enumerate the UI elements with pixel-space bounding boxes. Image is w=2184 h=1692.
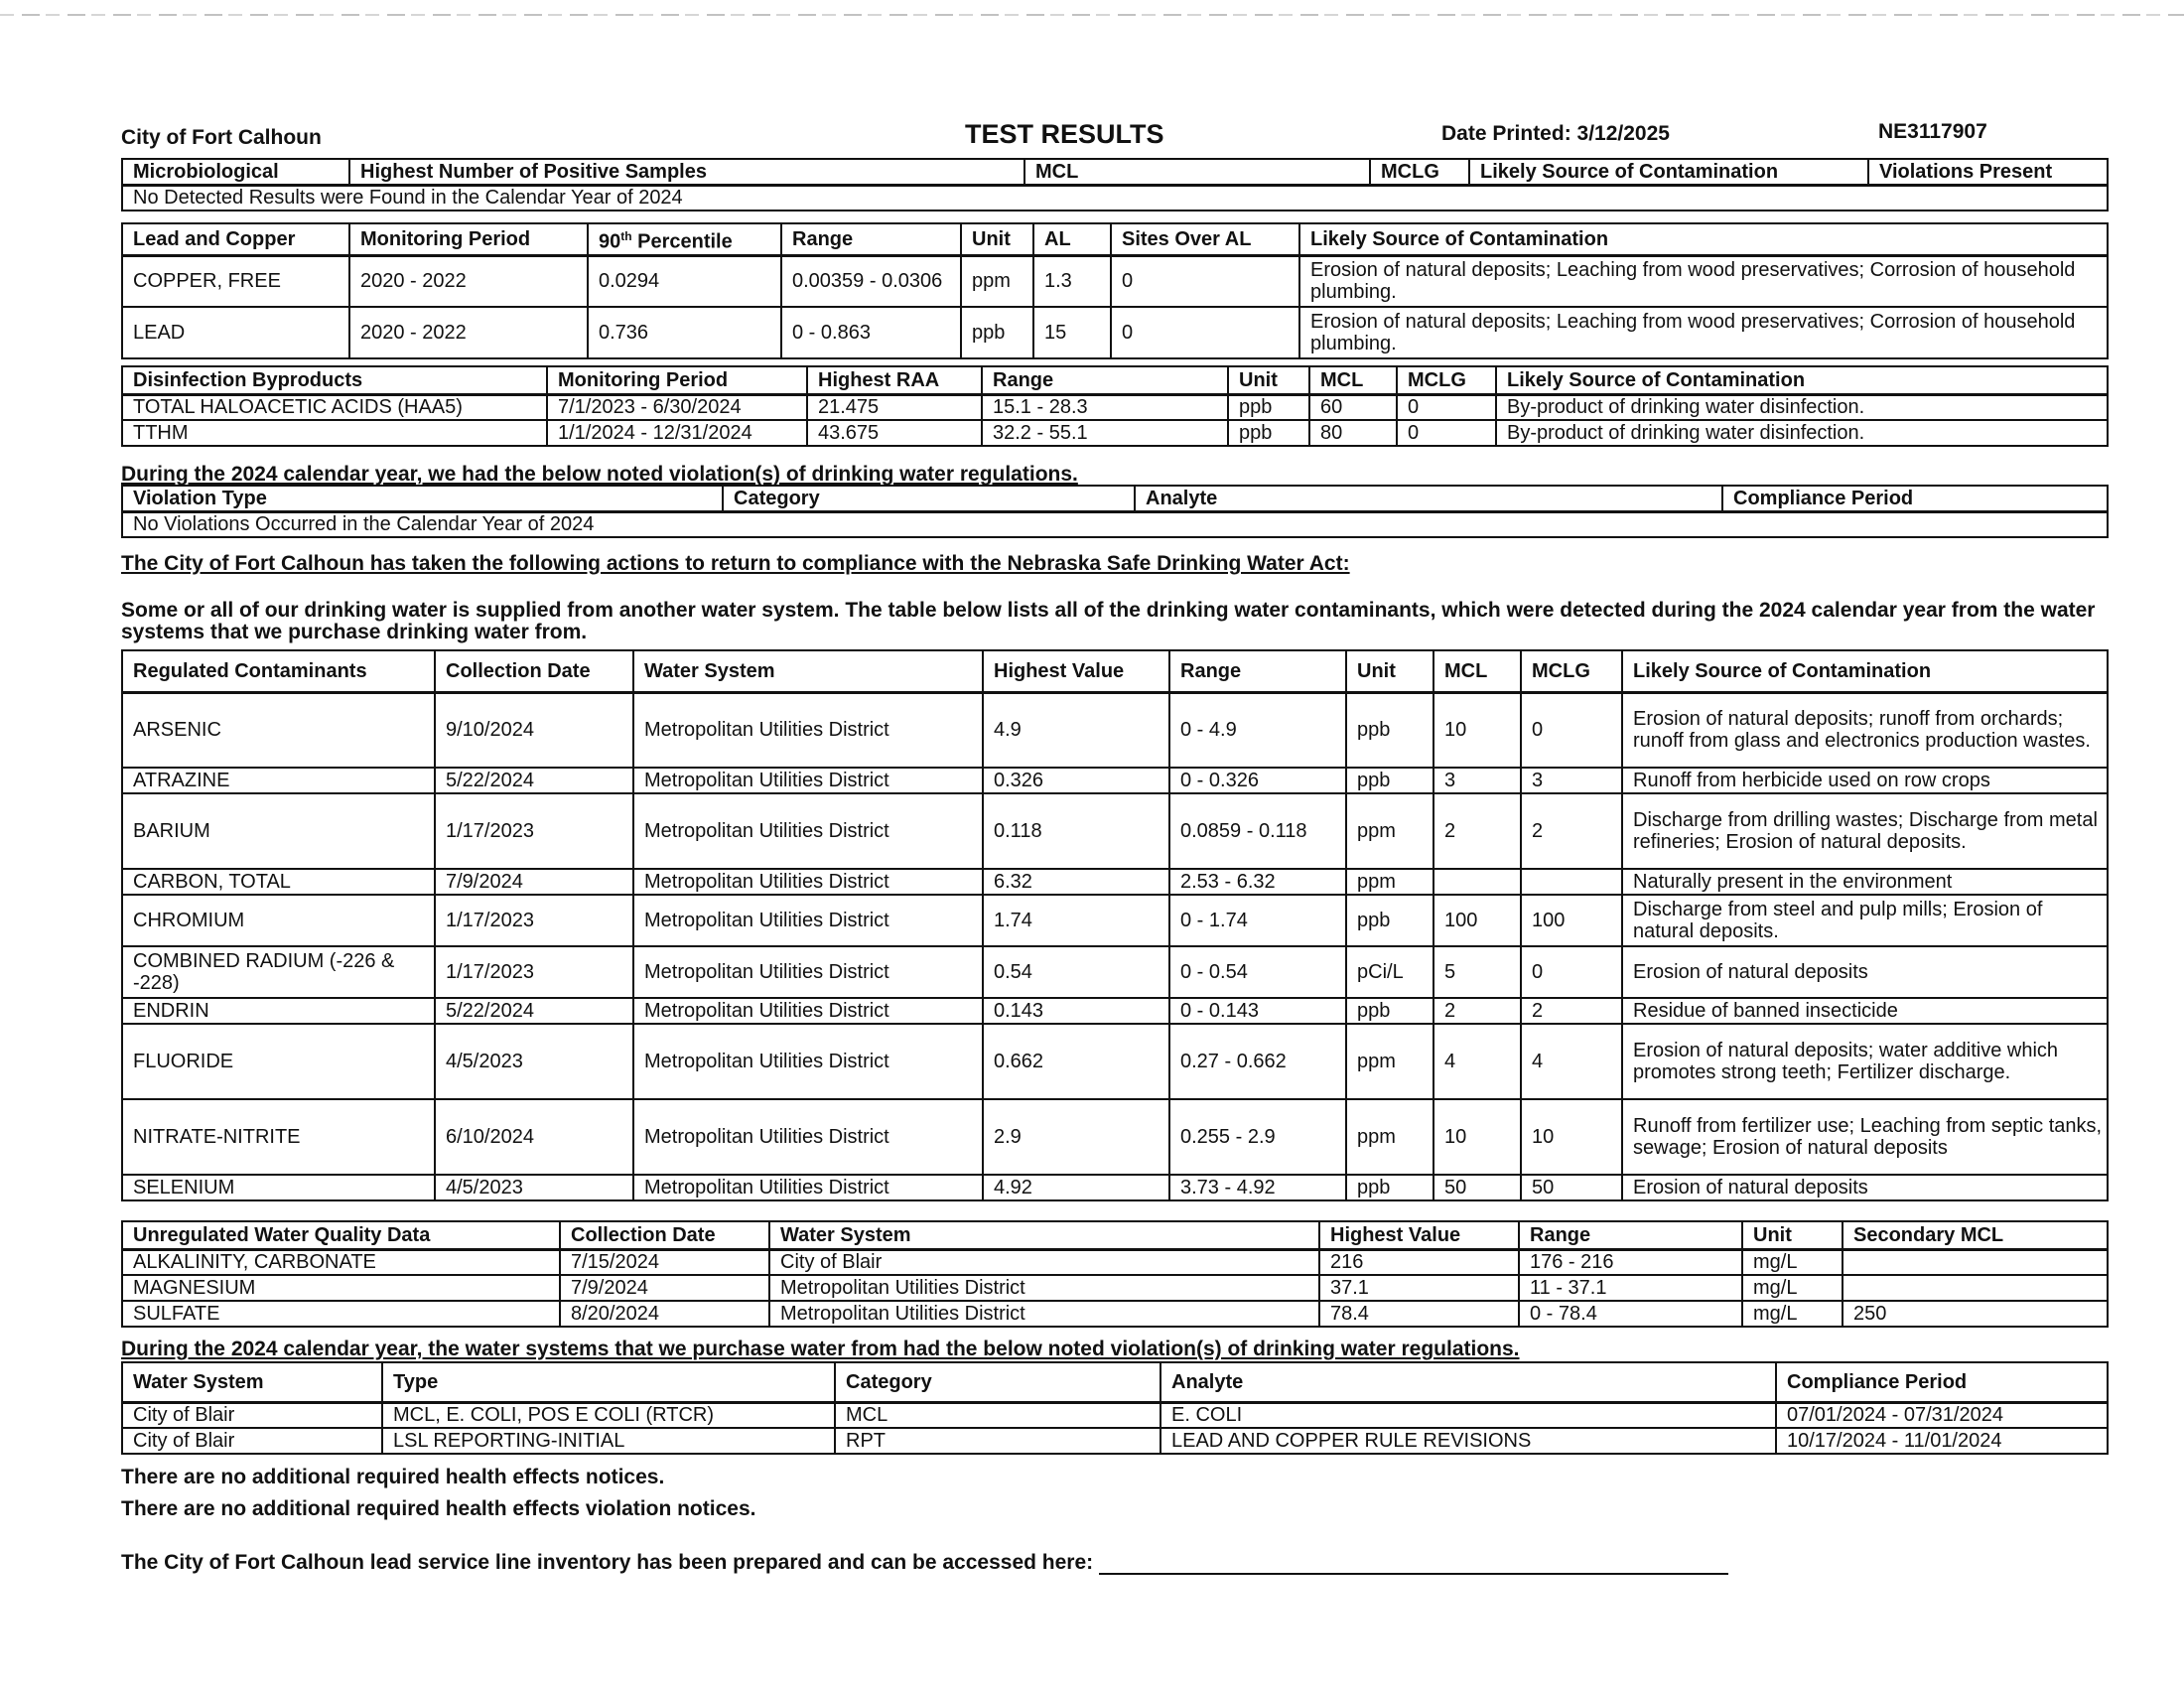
col-category: Category — [835, 1362, 1160, 1402]
col-unit: Unit — [1228, 366, 1309, 394]
action-level: 15 — [1033, 307, 1111, 358]
col-range: Range — [982, 366, 1228, 394]
col-likely-source: Likely Source of Contamination — [1622, 650, 2108, 692]
contaminant: NITRATE-NITRITE — [122, 1099, 435, 1175]
purchased-water-intro: Some or all of our drinking water is supplied from another water system. The table below lists all of the drinking water contaminants, which were detected during the 2024 calendar year from the water systems that we purchase drinking water from. — [121, 599, 2096, 643]
col-compliance-period: Compliance Period — [1722, 486, 2108, 511]
collection-date: 6/10/2024 — [435, 1099, 633, 1175]
col-water-system: Water System — [769, 1221, 1319, 1249]
mcl: 60 — [1309, 394, 1397, 420]
compliance-actions-heading: The City of Fort Calhoun has taken the following actions to return to compliance with the Nebraska Safe Drinking Water Act: — [121, 552, 1350, 575]
monitoring-period: 2020 - 2022 — [349, 307, 588, 358]
range: 3.73 - 4.92 — [1169, 1175, 1346, 1200]
water-system: City of Blair — [122, 1428, 382, 1454]
likely-source: By-product of drinking water disinfection. — [1496, 394, 2108, 420]
table-row — [122, 1175, 2108, 1200]
highest-value: 1.74 — [983, 895, 1169, 946]
mcl: 100 — [1433, 895, 1521, 946]
purchased-violations-table — [121, 1361, 2109, 1455]
col-unit: Unit — [1742, 1221, 1843, 1249]
lead-copper-table — [121, 222, 2109, 359]
water-system: Metropolitan Utilities District — [633, 1099, 983, 1175]
likely-source: Residue of banned insecticide — [1622, 998, 2108, 1024]
date-printed: Date Printed: 3/12/2025 — [1441, 122, 1670, 145]
col-mcl: MCL — [1433, 650, 1521, 692]
secondary-mcl: 250 — [1843, 1301, 2108, 1327]
range: 0.00359 - 0.0306 — [781, 255, 961, 307]
city-name: City of Fort Calhoun — [121, 126, 322, 149]
mcl: 4 — [1433, 1024, 1521, 1099]
water-system: Metropolitan Utilities District — [633, 946, 983, 998]
mcl: 10 — [1433, 692, 1521, 768]
likely-source: Runoff from fertilizer use; Leaching from septic tanks, sewage; Erosion of natural deposits — [1622, 1099, 2108, 1175]
contaminant: ATRAZINE — [122, 768, 435, 793]
range: 0.27 - 0.662 — [1169, 1024, 1346, 1099]
collection-date: 7/15/2024 — [560, 1249, 769, 1275]
range: 176 - 216 — [1519, 1249, 1742, 1275]
unit: mg/L — [1742, 1275, 1843, 1301]
mclg: 4 — [1521, 1024, 1622, 1099]
collection-date: 7/9/2024 — [435, 869, 633, 895]
monitoring-period: 2020 - 2022 — [349, 255, 588, 307]
likely-source: Erosion of natural deposits; Leaching from wood preservatives; Corrosion of household plumbing. — [1299, 255, 2108, 307]
col-al: AL — [1033, 223, 1111, 255]
mclg: 10 — [1521, 1099, 1622, 1175]
action-level: 1.3 — [1033, 255, 1111, 307]
mclg: 0 — [1521, 692, 1622, 768]
mcl: 5 — [1433, 946, 1521, 998]
unit: ppm — [1346, 869, 1433, 895]
col-collection-date: Collection Date — [435, 650, 633, 692]
col-type: Type — [382, 1362, 835, 1402]
highest-value: 37.1 — [1319, 1275, 1519, 1301]
unit: ppm — [1346, 1024, 1433, 1099]
collection-date: 5/22/2024 — [435, 998, 633, 1024]
monitoring-period: 1/1/2024 - 12/31/2024 — [547, 420, 807, 446]
table-row — [122, 420, 2108, 446]
lsl-inventory-line — [121, 1551, 1728, 1575]
unit: mg/L — [1742, 1249, 1843, 1275]
likely-source: Erosion of natural deposits; runoff from orchards; runoff from glass and electronics production wastes. — [1622, 692, 2108, 768]
range: 0 - 78.4 — [1519, 1301, 1742, 1327]
table-row — [122, 998, 2108, 1024]
range: 0.255 - 2.9 — [1169, 1099, 1346, 1175]
range: 0 - 0.863 — [781, 307, 961, 358]
table-row — [122, 946, 2108, 998]
contaminant: ALKALINITY, CARBONATE — [122, 1249, 560, 1275]
percentile-value: 0.0294 — [588, 255, 781, 307]
highest-value: 78.4 — [1319, 1301, 1519, 1327]
water-system: City of Blair — [122, 1402, 382, 1428]
mclg: 2 — [1521, 998, 1622, 1024]
water-system: Metropolitan Utilities District — [633, 1024, 983, 1099]
range: 11 - 37.1 — [1519, 1275, 1742, 1301]
contaminant: SULFATE — [122, 1301, 560, 1327]
page-title: TEST RESULTS — [965, 119, 1164, 149]
regulated-contaminants-table — [121, 649, 2109, 1201]
category: RPT — [835, 1428, 1160, 1454]
col-mcl: MCL — [1024, 159, 1370, 185]
water-system: Metropolitan Utilities District — [633, 793, 983, 869]
lsl-inventory-link-blank — [1099, 1555, 1728, 1575]
highest-raa: 43.675 — [807, 420, 982, 446]
col-category: Category — [723, 486, 1135, 511]
violations-table — [121, 485, 2109, 538]
col-violation-type: Violation Type — [122, 486, 723, 511]
highest-raa: 21.475 — [807, 394, 982, 420]
analyte: E. COLI — [1160, 1402, 1776, 1428]
mclg: 0 — [1397, 420, 1496, 446]
lsl-inventory-text: The City of Fort Calhoun lead service line inventory has been prepared and can be accessed here: — [121, 1551, 1094, 1574]
contaminant: COMBINED RADIUM (-226 & -228) — [122, 946, 435, 998]
col-likely-source: Likely Source of Contamination — [1496, 366, 2108, 394]
monitoring-period: 7/1/2023 - 6/30/2024 — [547, 394, 807, 420]
col-unit: Unit — [961, 223, 1033, 255]
mclg: 0 — [1521, 946, 1622, 998]
table-row — [122, 1024, 2108, 1099]
likely-source: Erosion of natural deposits; water additive which promotes strong teeth; Fertilizer discharge. — [1622, 1024, 2108, 1099]
table-row — [122, 895, 2108, 946]
mcl: 2 — [1433, 793, 1521, 869]
likely-source: Erosion of natural deposits; Leaching from wood preservatives; Corrosion of household plumbing. — [1299, 307, 2108, 358]
compliance-period: 10/17/2024 - 11/01/2024 — [1776, 1428, 2108, 1454]
highest-value: 0.118 — [983, 793, 1169, 869]
collection-date: 1/17/2023 — [435, 946, 633, 998]
purchased-violations-intro: During the 2024 calendar year, the water systems that we purchase water from had the below noted violation(s) of drinking water regulations. — [121, 1338, 1520, 1360]
likely-source: Erosion of natural deposits — [1622, 1175, 2108, 1200]
mclg: 50 — [1521, 1175, 1622, 1200]
highest-value: 6.32 — [983, 869, 1169, 895]
mclg: 100 — [1521, 895, 1622, 946]
water-system: Metropolitan Utilities District — [633, 998, 983, 1024]
col-unit: Unit — [1346, 650, 1433, 692]
system-id: NE3117907 — [1878, 120, 1987, 143]
no-detected-message: No Detected Results were Found in the Calendar Year of 2024 — [122, 185, 2108, 211]
table-row — [122, 1099, 2108, 1175]
secondary-mcl — [1843, 1249, 2108, 1275]
range: 0.0859 - 0.118 — [1169, 793, 1346, 869]
unit: mg/L — [1742, 1301, 1843, 1327]
unit: ppm — [961, 255, 1033, 307]
contaminant: MAGNESIUM — [122, 1275, 560, 1301]
water-system: Metropolitan Utilities District — [633, 895, 983, 946]
range: 0 - 0.54 — [1169, 946, 1346, 998]
unit: ppm — [1346, 793, 1433, 869]
water-system: City of Blair — [769, 1249, 1319, 1275]
col-90th-percentile: 90th Percentile — [588, 223, 781, 255]
highest-value: 216 — [1319, 1249, 1519, 1275]
col-highest-value: Highest Value — [1319, 1221, 1519, 1249]
violations-intro: During the 2024 calendar year, we had the below noted violation(s) of drinking water regulations. — [121, 463, 1078, 486]
range: 0 - 4.9 — [1169, 692, 1346, 768]
col-likely-source: Likely Source of Contamination — [1299, 223, 2108, 255]
unit: ppb — [1346, 692, 1433, 768]
col-mcl: MCL — [1309, 366, 1397, 394]
table-row — [122, 692, 2108, 768]
table-row — [122, 1402, 2108, 1428]
analyte: LEAD AND COPPER RULE REVISIONS — [1160, 1428, 1776, 1454]
collection-date: 5/22/2024 — [435, 768, 633, 793]
scan-artifact — [0, 14, 2184, 16]
contaminant: CHROMIUM — [122, 895, 435, 946]
table-row — [122, 307, 2108, 358]
col-collection-date: Collection Date — [560, 1221, 769, 1249]
mclg: 0 — [1397, 394, 1496, 420]
highest-value: 0.326 — [983, 768, 1169, 793]
col-analyte: Analyte — [1160, 1362, 1776, 1402]
highest-value: 0.143 — [983, 998, 1169, 1024]
unregulated-table — [121, 1220, 2109, 1328]
range: 32.2 - 55.1 — [982, 420, 1228, 446]
microbiological-table — [121, 158, 2109, 212]
compliance-period: 07/01/2024 - 07/31/2024 — [1776, 1402, 2108, 1428]
water-system: Metropolitan Utilities District — [769, 1301, 1319, 1327]
col-analyte: Analyte — [1135, 486, 1722, 511]
collection-date: 1/17/2023 — [435, 895, 633, 946]
water-system: Metropolitan Utilities District — [769, 1275, 1319, 1301]
health-effects-notice: There are no additional required health effects notices. — [121, 1466, 665, 1488]
category: MCL — [835, 1402, 1160, 1428]
disinfection-table — [121, 365, 2109, 447]
highest-value: 0.54 — [983, 946, 1169, 998]
likely-source: Erosion of natural deposits — [1622, 946, 2108, 998]
highest-value: 4.92 — [983, 1175, 1169, 1200]
table-row — [122, 255, 2108, 307]
highest-value: 0.662 — [983, 1024, 1169, 1099]
range: 0 - 0.326 — [1169, 768, 1346, 793]
collection-date: 4/5/2023 — [435, 1024, 633, 1099]
range: 2.53 - 6.32 — [1169, 869, 1346, 895]
mclg — [1521, 869, 1622, 895]
unit: ppb — [1228, 394, 1309, 420]
contaminant: ARSENIC — [122, 692, 435, 768]
col-monitoring-period: Monitoring Period — [547, 366, 807, 394]
likely-source: Discharge from drilling wastes; Discharge from metal refineries; Erosion of natural deposits. — [1622, 793, 2108, 869]
mcl: 80 — [1309, 420, 1397, 446]
col-disinfection-byproducts: Disinfection Byproducts — [122, 366, 547, 394]
unit: ppb — [1346, 895, 1433, 946]
contaminant: TTHM — [122, 420, 547, 446]
sites-over-al: 0 — [1111, 255, 1299, 307]
unit: pCi/L — [1346, 946, 1433, 998]
contaminant: CARBON, TOTAL — [122, 869, 435, 895]
table-row — [122, 768, 2108, 793]
contaminant: LEAD — [122, 307, 349, 358]
col-compliance-period: Compliance Period — [1776, 1362, 2108, 1402]
col-likely-source: Likely Source of Contamination — [1469, 159, 1868, 185]
collection-date: 7/9/2024 — [560, 1275, 769, 1301]
table-row — [122, 1301, 2108, 1327]
unit: ppb — [1346, 1175, 1433, 1200]
likely-source: Naturally present in the environment — [1622, 869, 2108, 895]
range: 0 - 1.74 — [1169, 895, 1346, 946]
mclg: 2 — [1521, 793, 1622, 869]
highest-value: 2.9 — [983, 1099, 1169, 1175]
col-regulated-contaminants: Regulated Contaminants — [122, 650, 435, 692]
highest-value: 4.9 — [983, 692, 1169, 768]
col-monitoring-period: Monitoring Period — [349, 223, 588, 255]
mclg: 3 — [1521, 768, 1622, 793]
percentile-value: 0.736 — [588, 307, 781, 358]
contaminant: COPPER, FREE — [122, 255, 349, 307]
col-microbiological: Microbiological — [122, 159, 349, 185]
col-highest-value: Highest Value — [983, 650, 1169, 692]
health-effects-violation-notice: There are no additional required health effects violation notices. — [121, 1497, 756, 1520]
col-secondary-mcl: Secondary MCL — [1843, 1221, 2108, 1249]
mcl: 2 — [1433, 998, 1521, 1024]
likely-source: Runoff from herbicide used on row crops — [1622, 768, 2108, 793]
table-row — [122, 869, 2108, 895]
col-water-system: Water System — [633, 650, 983, 692]
col-lead-copper: Lead and Copper — [122, 223, 349, 255]
range: 15.1 - 28.3 — [982, 394, 1228, 420]
collection-date: 1/17/2023 — [435, 793, 633, 869]
col-range: Range — [781, 223, 961, 255]
likely-source: Discharge from steel and pulp mills; Erosion of natural deposits. — [1622, 895, 2108, 946]
range: 0 - 0.143 — [1169, 998, 1346, 1024]
table-row — [122, 1249, 2108, 1275]
collection-date: 9/10/2024 — [435, 692, 633, 768]
unit: ppb — [1228, 420, 1309, 446]
table-row — [122, 394, 2108, 420]
likely-source: By-product of drinking water disinfection. — [1496, 420, 2108, 446]
col-mclg: MCLG — [1397, 366, 1496, 394]
secondary-mcl — [1843, 1275, 2108, 1301]
collection-date: 8/20/2024 — [560, 1301, 769, 1327]
col-mclg: MCLG — [1521, 650, 1622, 692]
mcl — [1433, 869, 1521, 895]
violation-type: LSL REPORTING-INITIAL — [382, 1428, 835, 1454]
col-unregulated: Unregulated Water Quality Data — [122, 1221, 560, 1249]
mcl: 50 — [1433, 1175, 1521, 1200]
contaminant: BARIUM — [122, 793, 435, 869]
table-row — [122, 793, 2108, 869]
table-row — [122, 1275, 2108, 1301]
contaminant: ENDRIN — [122, 998, 435, 1024]
contaminant: SELENIUM — [122, 1175, 435, 1200]
col-highest-raa: Highest RAA — [807, 366, 982, 394]
col-range: Range — [1169, 650, 1346, 692]
mcl: 10 — [1433, 1099, 1521, 1175]
contaminant: TOTAL HALOACETIC ACIDS (HAA5) — [122, 394, 547, 420]
col-mclg: MCLG — [1370, 159, 1469, 185]
col-water-system: Water System — [122, 1362, 382, 1402]
col-highest-positive: Highest Number of Positive Samples — [349, 159, 1024, 185]
sites-over-al: 0 — [1111, 307, 1299, 358]
unit: ppb — [1346, 768, 1433, 793]
unit: ppm — [1346, 1099, 1433, 1175]
water-system: Metropolitan Utilities District — [633, 1175, 983, 1200]
water-system: Metropolitan Utilities District — [633, 768, 983, 793]
water-system: Metropolitan Utilities District — [633, 869, 983, 895]
col-violations-present: Violations Present — [1868, 159, 2108, 185]
table-row — [122, 1428, 2108, 1454]
collection-date: 4/5/2023 — [435, 1175, 633, 1200]
contaminant: FLUORIDE — [122, 1024, 435, 1099]
violation-type: MCL, E. COLI, POS E COLI (RTCR) — [382, 1402, 835, 1428]
unit: ppb — [1346, 998, 1433, 1024]
water-system: Metropolitan Utilities District — [633, 692, 983, 768]
unit: ppb — [961, 307, 1033, 358]
mcl: 3 — [1433, 768, 1521, 793]
no-violations-message: No Violations Occurred in the Calendar Year of 2024 — [122, 511, 2108, 537]
col-range: Range — [1519, 1221, 1742, 1249]
col-sites-over-al: Sites Over AL — [1111, 223, 1299, 255]
